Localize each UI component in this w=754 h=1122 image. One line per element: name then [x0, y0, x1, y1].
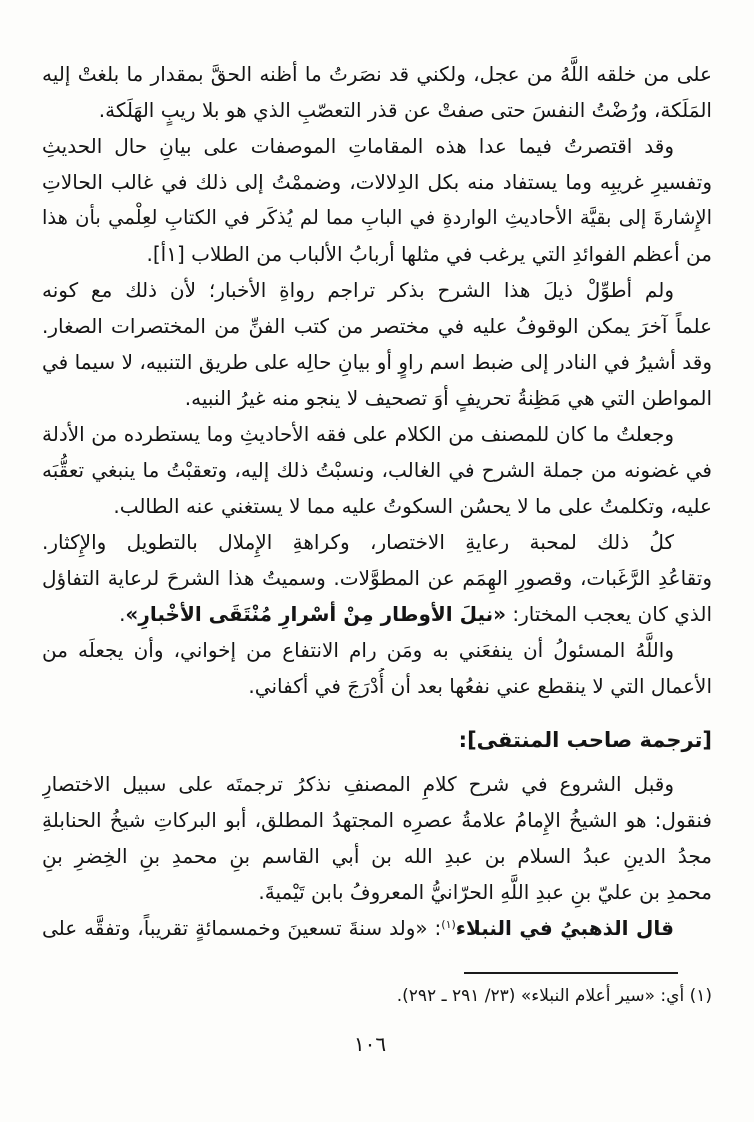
text-run: على من خلقه اللَّهُ من عجل، ولكني قد نصَرتُ ما أظنه الحقَّ بمقدار ما بلغتْ إليه — [42, 62, 712, 86]
text-run: . — [119, 602, 126, 626]
text-line — [42, 560, 712, 596]
footnote-ref-marker: (١) — [441, 918, 456, 931]
text-run: علماً آخرَ يمكن الوقوفُ عليه في مختصر من كتب الفنِّ من المختصرات الصغار. — [42, 314, 712, 338]
text-run: : «ولد سنةَ تسعينَ وخمسمائةٍ تقريباً، وتفقَّه على — [42, 916, 442, 940]
text-run: واللَّهُ المسئولُ أن ينفعَني به ومَن رام الانتفاع من إخواني، وأن يجعلَه من — [42, 638, 674, 662]
text-line — [42, 874, 712, 910]
text-line — [42, 164, 712, 200]
text-line — [42, 632, 712, 668]
text-run: وقبل الشروع في شرح كلامِ المصنفِ نذكرُ ترجمتَه على سبيل الاختصارِ — [42, 772, 674, 796]
text-line — [42, 200, 712, 236]
text-run: في غضونه من جملة الشرح في الغالب، ونسبْتُ ذلك إليه، وتعقبْتُ ما ينبغي تعقُّبَه — [42, 458, 712, 482]
text-run: ولم أطوِّلْ ذيلَ هذا الشرح بذكر تراجم رواةِ الأخبار؛ لأن ذلك مع كونه — [42, 278, 674, 302]
text-line — [42, 128, 712, 164]
text-run: محمدِ بن عليّ بنِ عبدِ اللَّهِ الحرّانيُّ المعروفُ بابن تَيْميةَ. — [258, 880, 712, 904]
text-line — [42, 802, 712, 838]
bold-text-run: «نيلَ الأوطار مِنْ أسْرارِ مُنْتَقَى الأخْبارِ» — [125, 602, 507, 626]
text-line — [42, 56, 712, 92]
text-run: عليه، وتكلمتُ على ما لا يحسُن السكوتُ عليه مما لا يستغني عنه الطالب. — [113, 494, 712, 518]
text-run: وقد أشيرُ في النادر إلى ضبط اسم راوٍ أو بيانِ حالِه على طريق التنبيه، لا سيما في — [42, 350, 712, 374]
text-line — [42, 488, 712, 524]
text-line — [42, 92, 712, 128]
text-line — [42, 236, 712, 272]
text-run: وجعلتُ ما كان للمصنف من الكلام على فقه الأحاديثِ وما يستطرده من الأدلة — [42, 422, 674, 446]
text-run: الأعمال التي لا ينقطع عني نفعُها بعد أن أُدْرَجَ في أكفاني. — [248, 674, 712, 698]
text-line — [42, 344, 712, 380]
text-line — [42, 596, 712, 632]
text-run: فنقول: هو الشيخُ الإِمامُ علامةُ عصرِه المجتهدُ المطلق، أبو البركاتِ شيخُ الحنابلةِ — [42, 808, 712, 832]
text-run: كلُ ذلك لمحبة رعايةِ الاختصار، وكراهةِ الإِملال بالتطويل والإِكثار. — [42, 530, 674, 554]
text-line — [42, 910, 712, 946]
text-run: المواطن التي هي مَظِنةُ تحريفٍ أوَ تصحيف لا ينجو منه غيرُ النبيه. — [184, 386, 712, 410]
text-run: الذي كان يعجب المختار: — [506, 602, 712, 626]
text-run: وتفسيرِ غريبِه وما يستفاد منه بكل الدِلالات، وضممْتُ إلى ذلك في غالب الحالاتِ — [42, 170, 712, 194]
text-run: مجدُ الدينِ عبدُ السلام بن عبدِ الله بن أبي القاسم بنِ محمدِ بنِ الخِضرِ بنِ — [42, 844, 712, 868]
text-line — [42, 766, 712, 802]
text-run: وتقاعُدِ الرَّغَبات، وقصورِ الهِمَم عن المطوَّلات. وسميتُ هذا الشرحَ لرعاية التفاؤل — [42, 566, 712, 590]
text-line — [42, 308, 712, 344]
text-line — [42, 416, 712, 452]
text-run: من أعظم الفوائدِ التي يرغب في مثلها أربابُ الألباب من الطلاب [١أ]. — [146, 242, 712, 266]
footnote-separator — [464, 972, 678, 974]
text-line — [42, 380, 712, 416]
text-run: الإِشارةَ إلى بقيَّة الأحاديثِ الواردةِ في البابِ مما لم يُذكَر في الكتابِ لعِلْمي بأن هذا — [42, 206, 712, 229]
footnote-text: (١) أي: «سير أعلام النبلاء» (٢٣/ ٢٩١ ـ ٢٩٢). — [396, 986, 712, 1006]
footnote-area — [42, 972, 712, 1009]
text-line — [42, 524, 712, 560]
text-run: وقد اقتصرتُ فيما عدا هذه المقاماتِ الموصفات على بيانِ حال الحديثِ — [42, 134, 674, 158]
text-line — [42, 668, 712, 704]
bold-text-run: قال الذهبيُ في النبلاء — [455, 916, 674, 940]
text-block — [42, 56, 712, 946]
text-line — [42, 272, 712, 308]
text-run: المَلَكة، ورُضْتُ النفسَ حتى صفتْ عن قذر التعصّبِ الذي هو بلا ريبٍ الهَلَكة. — [98, 98, 712, 122]
page-number: ١٠٦ — [353, 1032, 387, 1056]
text-line — [42, 838, 712, 874]
section-heading: [ترجمة صاحب المنتقى]: — [458, 728, 712, 752]
text-line — [42, 452, 712, 488]
